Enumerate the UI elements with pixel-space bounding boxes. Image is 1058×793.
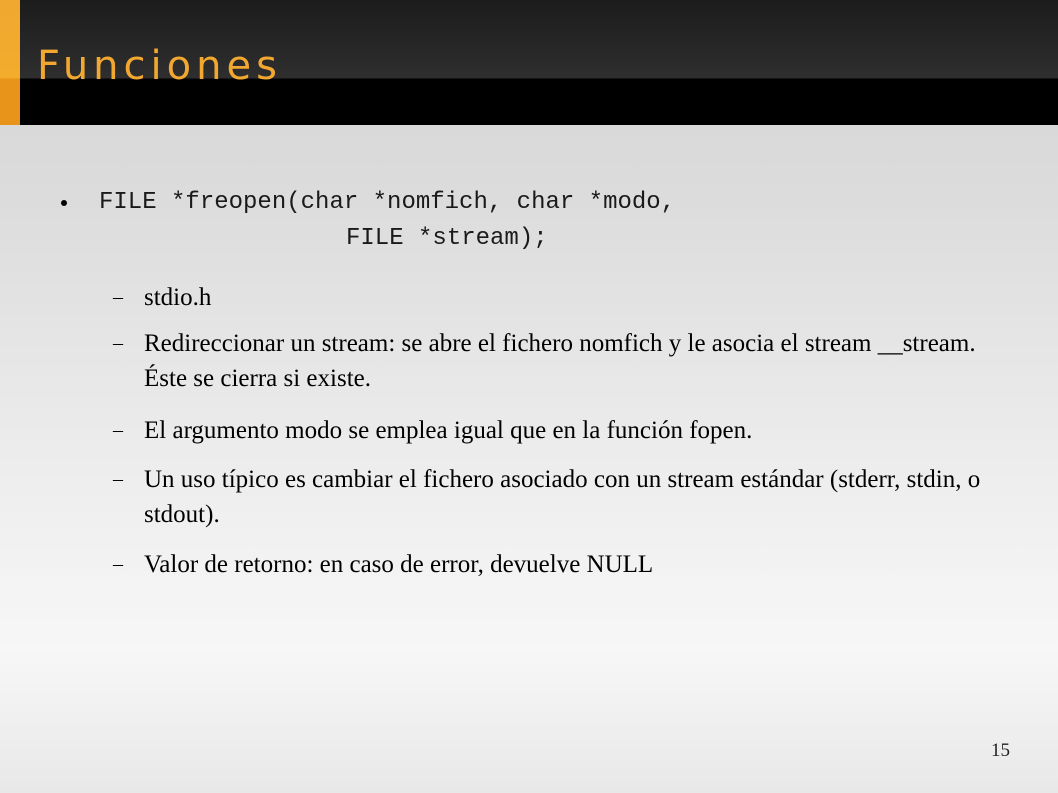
bullet-dot xyxy=(61,200,67,206)
dash-bullet: – xyxy=(113,419,123,441)
function-signature-line-2: FILE *stream); xyxy=(346,225,548,252)
slide-title: Funciones xyxy=(37,43,282,89)
dash-bullet: – xyxy=(113,332,123,354)
sub-item-text: El argumento modo se emplea igual que en la función fopen. xyxy=(144,417,753,444)
sub-item-text: Valor de retorno: en caso de error, devuelve NULL xyxy=(144,551,654,578)
function-signature-line-1: FILE *freopen(char *nomfich, char *modo, xyxy=(99,189,676,216)
sub-item-text: Un uso típico es cambiar el fichero asociado con un stream estándar (stderr, stdin, o stdout). xyxy=(144,466,981,528)
dash-bullet: – xyxy=(113,553,123,575)
title-accent-bar xyxy=(0,0,20,125)
sub-item-text: Redireccionar un stream: se abre el fichero nomfich y le asocia el stream __stream. Éste se cierra si existe. xyxy=(144,330,976,392)
dash-bullet: – xyxy=(113,286,123,308)
page-number: 15 xyxy=(991,740,1010,761)
dash-bullet: – xyxy=(113,468,123,490)
sub-item-text: stdio.h xyxy=(144,284,212,311)
